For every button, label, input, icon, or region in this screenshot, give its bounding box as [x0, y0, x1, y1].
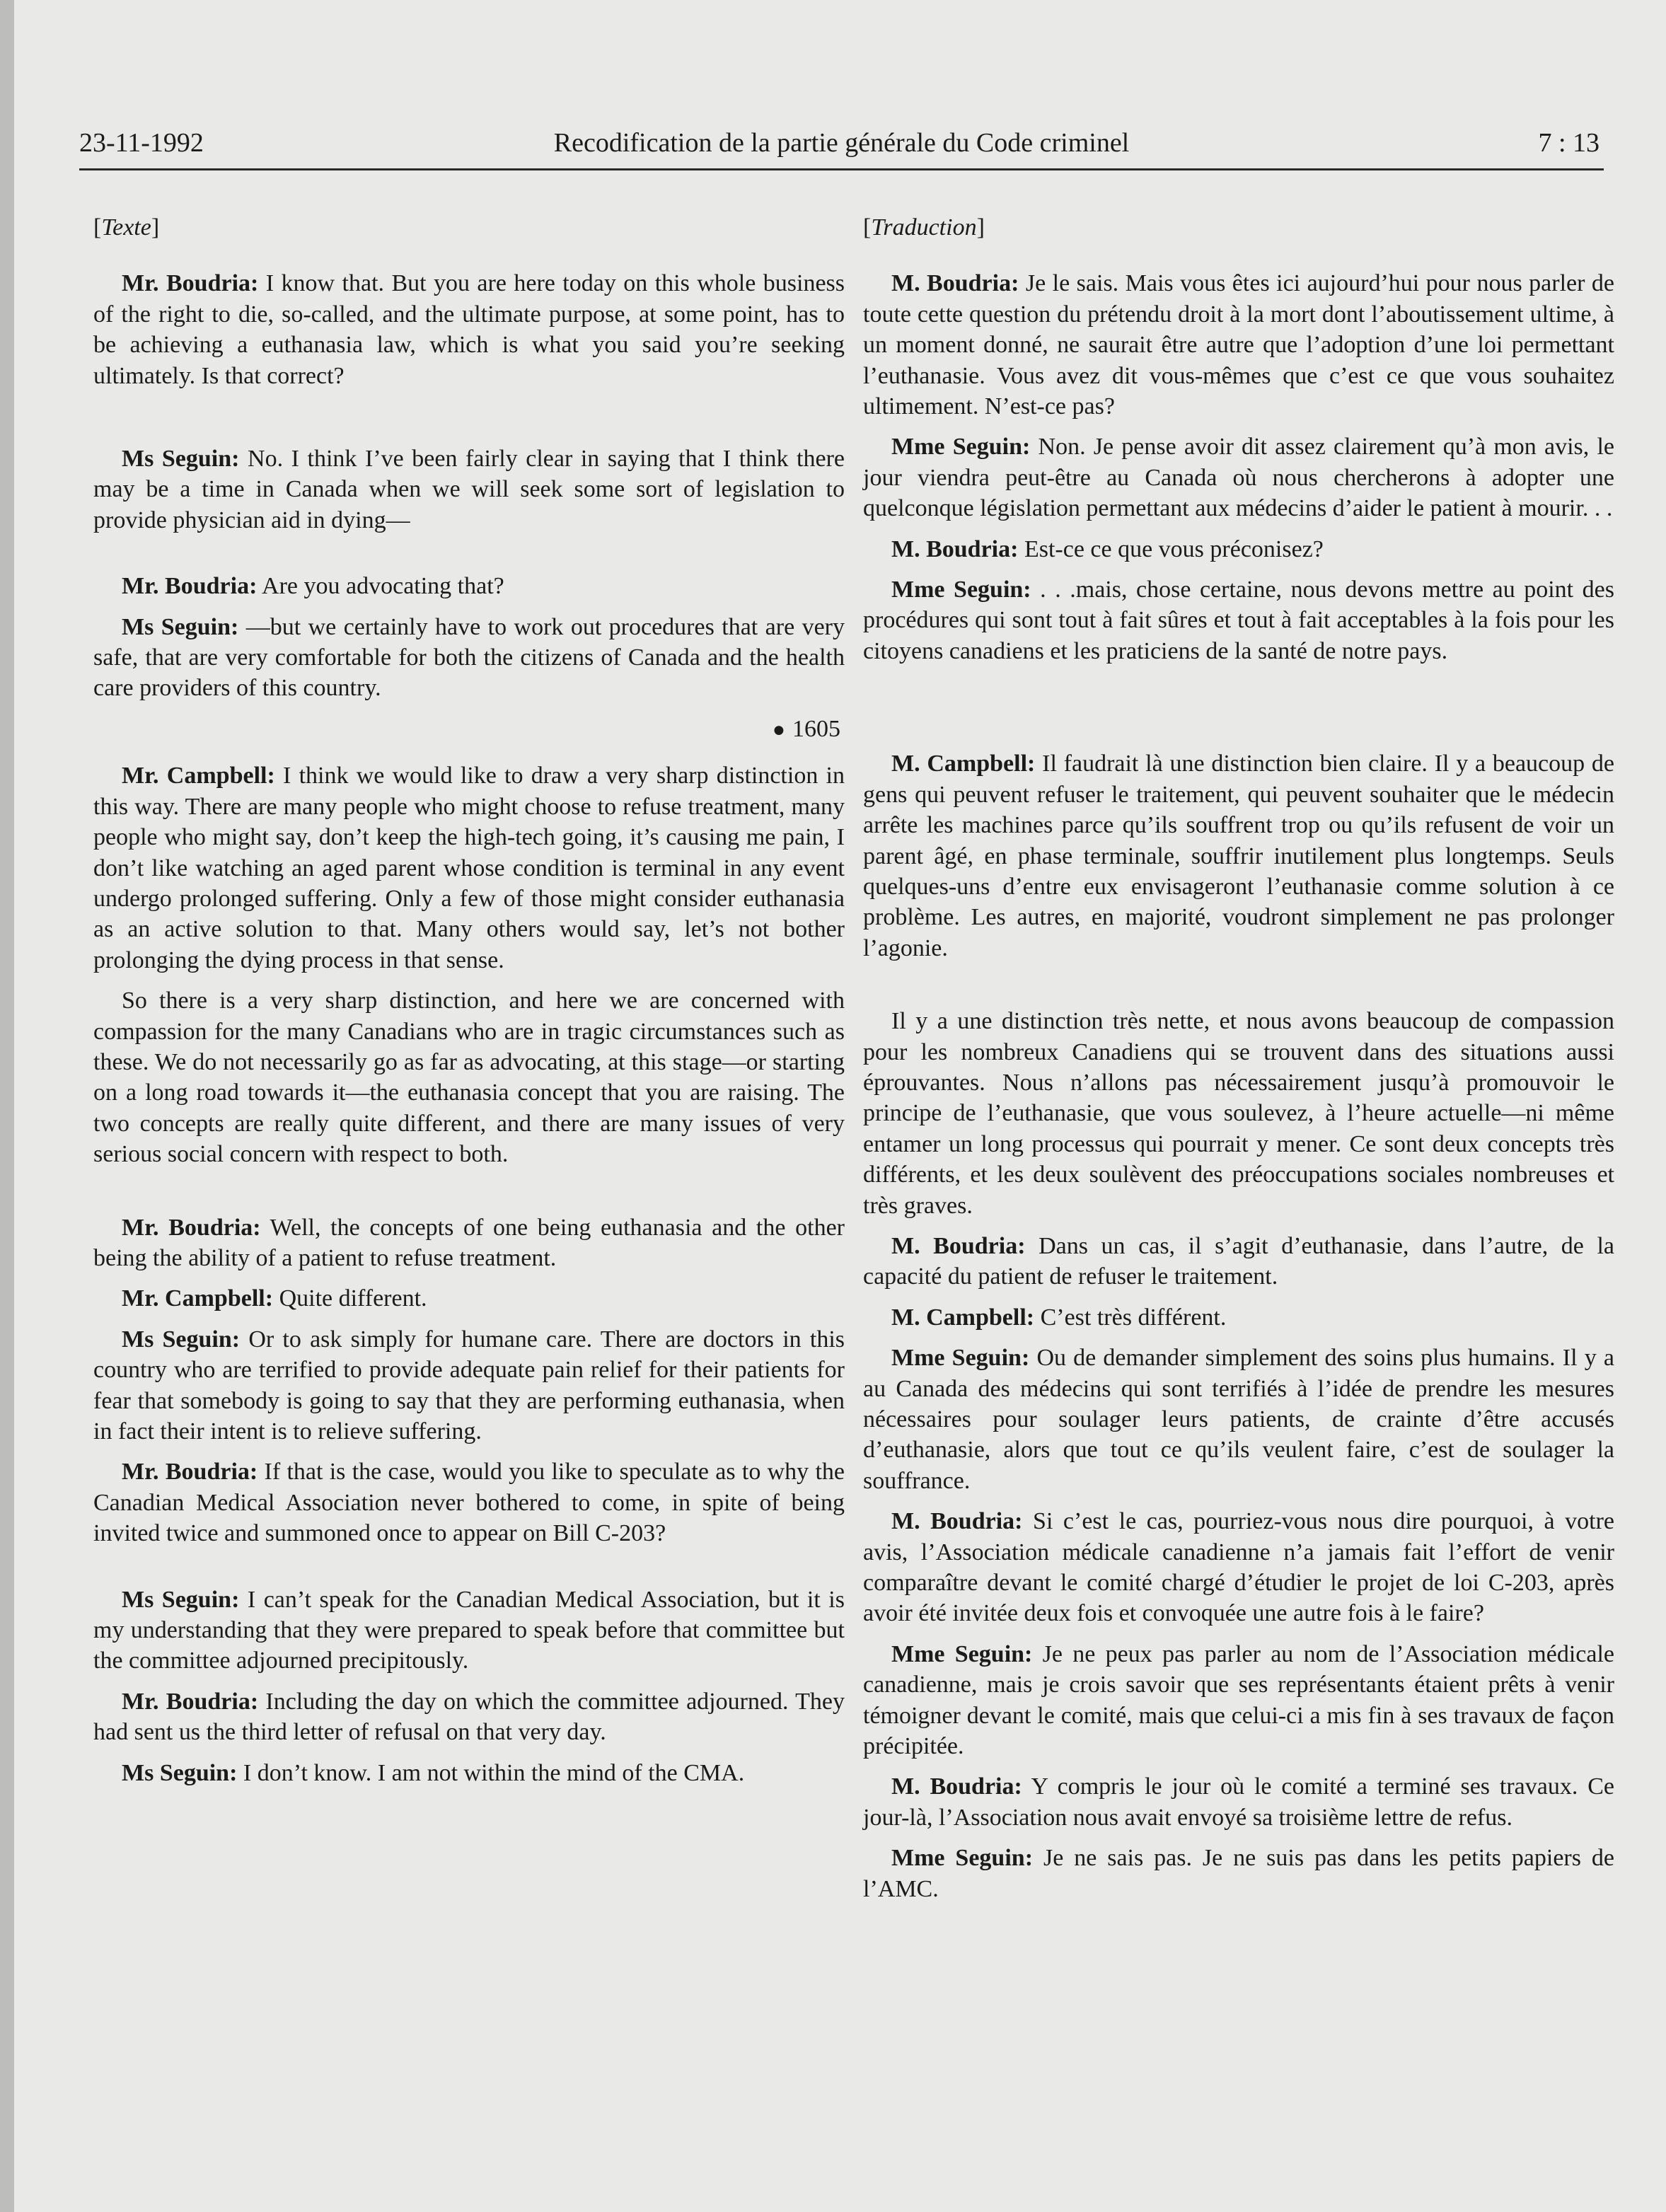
spacer [863, 676, 1614, 748]
french-column [863, 212, 1614, 1914]
speaker: Mr. Campbell: [122, 1285, 274, 1312]
time-marker: ● 1605 [772, 715, 840, 742]
paragraph: Mr. Campbell: I think we would like to draw a very sharp distinction in this way. There are many people who might choose to refuse treatment, many people who might say, don’t keep the high-tech going, it’s causing me pain, I don’t like watching an aged parent whose condition is terminal in any event undergo prolonged suffering. Only a few of those might consider euthanasia as an active solution to that. Many others would say, let’s not bother prolonging the dying process in that sense. [93, 763, 845, 973]
speaker: Ms Seguin: [122, 613, 239, 640]
speaker: Mme Seguin: [891, 577, 1031, 603]
speaker: M. Boudria: [891, 535, 1019, 562]
speaker: Mr. Boudria: [122, 1459, 258, 1486]
paragraph: Ms Seguin: I can’t speak for the Canadian Medical Association, but it is my understanding that they were prepared to speak before that committee but the committee adjourned precipitously. [93, 1586, 845, 1674]
speaker: Mr. Campbell: [122, 763, 275, 789]
english-column [93, 212, 845, 1798]
paragraph: Mme Seguin: . . .mais, chose certaine, nous devons mettre au point des procédures qui sont tout à fait sûres et tout à fait acceptables à la fois pour les citoyens canadiens et les praticiens de la santé de notre pays. [863, 577, 1614, 664]
paragraph: Ms Seguin: No. I think I’ve been fairly clear in saying that I think there may be a time in Canada when we will seek some sort of legislation to provide physician aid in dying— [93, 446, 845, 533]
paragraph: M. Boudria: Y compris le jour où le comité a terminé ses travaux. Ce jour-là, l’Association nous avait envoyé sa troisième lettre de refus. [863, 1773, 1614, 1831]
speaker: Mr. Boudria: [122, 1214, 261, 1241]
paragraph: Mme Seguin: Non. Je pense avoir dit assez clairement qu’à mon avis, le jour viendra peut-être au Canada où nous chercherons à adopter une quelconque législation permettant aux médecins d’aider le patient à mourir. . . [863, 434, 1615, 522]
speaker: Ms Seguin: [122, 1586, 240, 1613]
speaker: Mr. Boudria: [122, 573, 258, 600]
speaker: M. Campbell: [891, 751, 1036, 777]
speaker: M. Boudria: [891, 1773, 1022, 1800]
speaker: Ms Seguin: [122, 446, 240, 473]
speaker: Mme Seguin: [891, 1845, 1034, 1872]
paragraph: M. Boudria: Dans un cas, il s’agit d’euthanasie, dans l’autre, de la capacité du patient de refuser le traitement. [863, 1232, 1614, 1290]
speaker: Ms Seguin: [122, 1326, 241, 1353]
paragraph: Mr. Campbell: Quite different. [122, 1285, 427, 1312]
speaker: M. Boudria: [891, 1232, 1026, 1259]
paragraph: Mr. Boudria: I know that. But you are here today on this whole business of the right to die, so-called, and the ultimate purpose, at some point, has to be achieving a euthanasia law, which is what you said you’re seeking ultimately. Is that correct? [93, 270, 845, 389]
paragraph: Ms Seguin: I don’t know. I am not within the mind of the CMA. [122, 1759, 745, 1786]
document-page [14, 0, 1666, 2212]
speaker: Ms Seguin: [122, 1759, 238, 1786]
column-tag: [Traduction] [863, 214, 985, 241]
paragraph: M. Campbell: Il faudrait là une distinction bien claire. Il y a beaucoup de gens qui peuvent refuser le traitement, qui peuvent souhaiter que le médecin arrête les machines parce qu’ils souffrent trop ou qu’ils refusent de voir un parent âgé, en phase terminale, souffrir inutilement plus longtemps. Seuls quelques-uns d’entre eux envisageront l’euthanasie comme solution à ce problème. Les autres, en majorité, voudront simplement ne pas prolonger l’agonie. [863, 751, 1614, 961]
column-tag: [Texte] [93, 214, 160, 241]
paragraph: M. Boudria: Est-ce ce que vous préconisez? [891, 535, 1324, 562]
speaker: M. Campbell: [891, 1304, 1035, 1331]
speaker: Mme Seguin: [891, 434, 1031, 461]
paragraph: Mme Seguin: Je ne peux pas parler au nom de l’Association médicale canadienne, mais je crois savoir que ses représentants étaient prêts à venir témoigner devant le comité, mais que celui-ci a mis fin à ses travaux de façon précipitée. [863, 1640, 1615, 1760]
header-date: 23-11-1992 [79, 128, 204, 158]
paragraph: Mme Seguin: Je ne sais pas. Je ne suis pas dans les petits papiers de l’AMC. [863, 1845, 1615, 1902]
speaker: Mr. Boudria: [122, 270, 259, 297]
header-title: Recodification de la partie générale du Code criminel [553, 128, 1130, 158]
speaker: Mme Seguin: [891, 1345, 1030, 1372]
paragraph: M. Boudria: Si c’est le cas, pourriez-vous nous dire pourquoi, à votre avis, l’Association médicale canadienne n’a jamais fait l’effort de venir comparaître devant le comité chargé d’étudier le projet de loi C-203, après avoir été invitée deux fois et convoquée une autre fois à le faire? [863, 1508, 1615, 1627]
paragraph: Mr. Boudria: If that is the case, would you like to speculate as to why the Canadian Medical Association never bothered to come, in spite of being invited twice and summoned once to appear on Bill C-203? [93, 1459, 845, 1547]
speaker: Mme Seguin: [891, 1640, 1033, 1667]
speaker: M. Boudria: [891, 270, 1019, 297]
speaker: Mr. Boudria: [122, 1688, 259, 1715]
paragraph: Mr. Boudria: Well, the concepts of one being euthanasia and the other being the ability of a patient to refuse treatment. [93, 1214, 845, 1271]
paragraph: M. Campbell: C’est très différent. [891, 1304, 1227, 1331]
paragraph: Il y a une distinction très nette, et nous avons beaucoup de compassion pour les nombreux Canadiens qui se trouvent dans des situations aussi éprouvantes. Nous n’allons pas nécessairement jusqu’à promouvoir le principe de l’euthanasie, que vous soulevez, à l’heure actuelle—ni même entamer un long processus qui pourrait y mener. Ce sont deux concepts très différents, et les deux soulèvent des préoccupations sociales nombreuses et très graves. [863, 1008, 1614, 1219]
page-header [79, 122, 1604, 170]
paragraph: M. Boudria: Je le sais. Mais vous êtes ici aujourd’hui pour nous parler de toute cette question du prétendu droit à la mort dont l’aboutissement ultime, à un moment donné, ne saurait être autre que l’adoption d’une loi permettant l’euthanasie. Vous avez dit vous-mêmes que c’est ce que vous souhaitez ultimement. N’est-ce pas? [863, 270, 1614, 420]
paragraph: Mme Seguin: Ou de demander simplement des soins plus humains. Il y a au Canada des médecins qui sont terrifiés à l’idée de prendre les mesures nécessaires pour soulager leurs patients, de crainte d’être accusés d’euthanasie, alors que tout ce qu’ils veulent faire, c’est de soulager la souffrance. [863, 1345, 1614, 1494]
paragraph: So there is a very sharp distinction, and here we are concerned with compassion for the many Canadians who are in tragic circumstances such as these. We do not necessarily go as far as advocating, at this stage—or starting on a long road towards it—the euthanasia concept that you are raising. The two concepts are really quite different, and there are many issues of very serious social concern with respect to both. [93, 988, 845, 1168]
paragraph: Ms Seguin: —but we certainly have to work out procedures that are very safe, that are very comfortable for both the citizens of Canada and the health care providers of this country. [93, 613, 845, 702]
paragraph: Mr. Boudria: Are you advocating that? [122, 573, 504, 600]
speaker: M. Boudria: [891, 1508, 1023, 1535]
paragraph: Mr. Boudria: Including the day on which the committee adjourned. They had sent us the third letter of refusal on that very day. [93, 1688, 845, 1746]
header-page-number: 7 : 13 [1538, 128, 1600, 158]
paragraph: Ms Seguin: Or to ask simply for humane care. There are doctors in this country who are terrified to provide adequate pain relief for their patients for fear that somebody is going to say that they are performing euthanasia, when in fact their intent is to relieve suffering. [93, 1326, 845, 1444]
bullet-icon: ● [772, 717, 785, 741]
